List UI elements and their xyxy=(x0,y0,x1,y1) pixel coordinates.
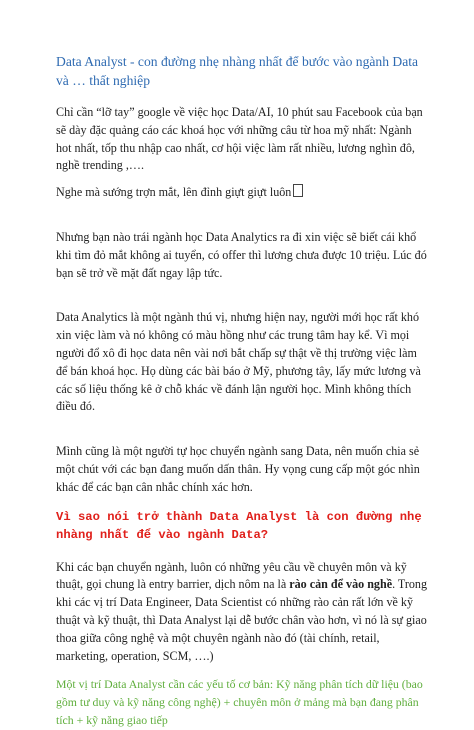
paragraph-reaction xyxy=(56,184,430,202)
entry-barrier-text-1: Khi các bạn chuyển ngành, luôn có những yêu cầu về chuyên môn và kỹ thuật, gọi chung là entry barrier, dịch nôm na là xyxy=(56,559,407,592)
entry-barrier-text-2: . Trong khi các vị trí Data Engineer, Data Scientist có những rào cản rất lớn về kỹ thuật và kỹ thuật, thì Data Analyst lại dễ bước chân vào hơn, vì nó là sự giao thoa giữa công nghệ và một chuyên ngành nào đó (tài chính, retail, marketing, operation, SCM, ….) xyxy=(56,577,428,663)
paragraph-reaction-text: Nghe mà sướng trợn mắt, lên đỉnh giựt giựt luôn xyxy=(56,185,292,200)
paragraph-entry-barrier xyxy=(56,559,430,666)
emoji-icon xyxy=(293,184,303,197)
paragraph-reality: Nhưng bạn nào trái ngành học Data Analytics ra đi xin việc sẽ biết cái khổ khi tìm đỏ mắt không ai tuyển, có offer thì lương chưa được 10 triệu. Lúc đó bạn sẽ trở về mặt đất ngay lập tức. xyxy=(56,229,427,280)
article-title: Data Analyst - con đường nhẹ nhàng nhất để bước vào ngành Data và … thất nghiệp xyxy=(56,54,419,88)
paragraph-requirements: Một vị trí Data Analyst cần các yếu tố cơ bản: Kỹ năng phân tích dữ liệu (bao gồm tư duy và kỹ năng công nghệ) + chuyên môn ở mảng mà bạn đang phân tích + kỹ năng giao tiếp xyxy=(56,677,423,727)
paragraph-author: Mình cũng là một người tự học chuyển ngành sang Data, nên muốn chia sẻ một chút với các bạn đang muốn dấn thân. Hy vọng cung cấp một góc nhìn khác để các bạn cân nhắc chính xác hơn. xyxy=(56,444,420,494)
paragraph-market: Data Analytics là một ngành thú vị, nhưng hiện nay, người mới học rất khó xin việc làm và nó không có màu hồng như các trung tâm hay kể. Vì mọi người đổ xô đi học data nên vài nơi bắt chấp sự thật về thị trường việc làm để bán khoá học. Họ dùng các bài báo ở Mỹ, phương tây, lấy mức lương và các số liệu thống kê ở chỗ khác về đánh lận người học. Mình không thích điều đó. xyxy=(56,310,421,414)
paragraph-intro: Chỉ cần “lỡ tay” google về việc học Data/AI, 10 phút sau Facebook của bạn sẽ dày đặc quảng cáo các khoá học với những câu từ hoa mỹ nhất: Ngành hot nhất, tốp thu nhập cao nhất, cơ hội việc làm rất nhiều, lương nghìn đô, nghề trending ,…. xyxy=(56,105,423,173)
entry-barrier-bold: rào cản để vào nghề xyxy=(289,577,393,592)
section-heading: Vì sao nói trở thành Data Analyst là con đường nhẹ nhàng nhất để vào ngành Data? xyxy=(56,509,422,542)
